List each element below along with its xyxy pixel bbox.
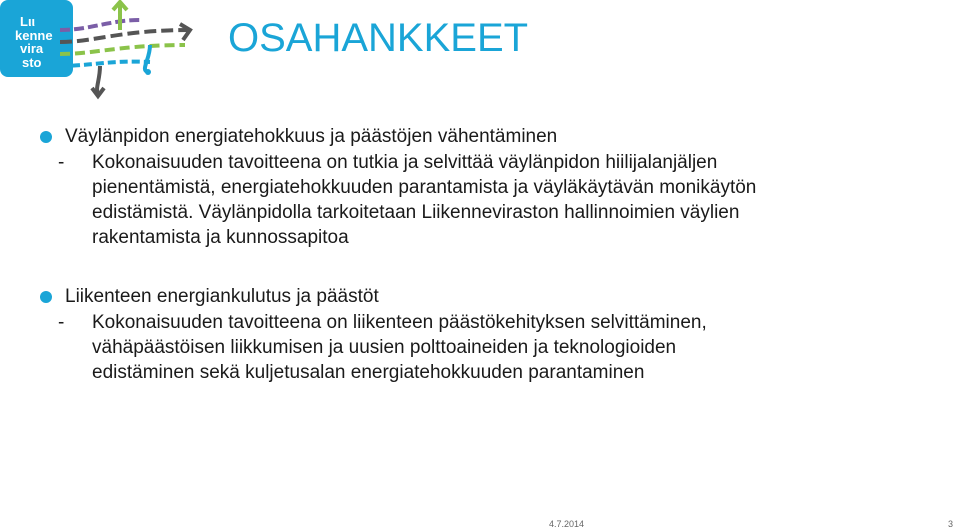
spacer [40,250,940,284]
dash-marker: - [58,152,65,173]
sub-line: Kokonaisuuden tavoitteena on liikenteen päästökehityksen selvittäminen, [92,312,707,333]
dash-marker: - [58,312,65,333]
bullet-dot-icon [40,131,52,143]
sub-line: vähäpäästöisen liikkumisen ja uusien polttoaineiden ja teknologioiden [92,337,677,358]
footer-page-number: 3 [948,519,954,529]
slide-title: OSAHANKKEET [228,16,529,60]
logo-text-line-1: Lιι [20,14,36,29]
footer-date: 4.7.2014 [549,519,585,529]
bullet-item [40,124,940,150]
bullet-text: Liikenteen energiankulutus ja päästöt [65,286,379,307]
sub-item [40,310,940,385]
sub-line: Kokonaisuuden tavoitteena on tutkia ja selvittää väylänpidon hiilijalanjäljen [92,152,718,173]
liikennevirasto-logo [0,0,200,100]
logo-text-line-4: sto [22,55,42,70]
sub-line: pienentämistä, energiatehokkuuden parantamista ja väyläkäytävän monikäytön [92,177,757,198]
bullet-item [40,284,940,310]
sub-line: edistäminen sekä kuljetusalan energiatehokkuuden parantaminen [92,362,645,383]
bullet-dot-icon [40,291,52,303]
slide-content [40,124,940,385]
logo-text-line-2: kenne [15,28,53,43]
sub-line: edistämistä. Väylänpidolla tarkoitetaan Liikenneviraston hallinnoimien väylien [92,202,740,223]
bullet-text: Väylänpidon energiatehokkuus ja päästöjen vähentäminen [65,126,558,147]
sub-line: rakentamista ja kunnossapitoa [92,227,349,248]
sub-item [40,150,940,250]
logo-text-line-3: vira [20,41,44,56]
